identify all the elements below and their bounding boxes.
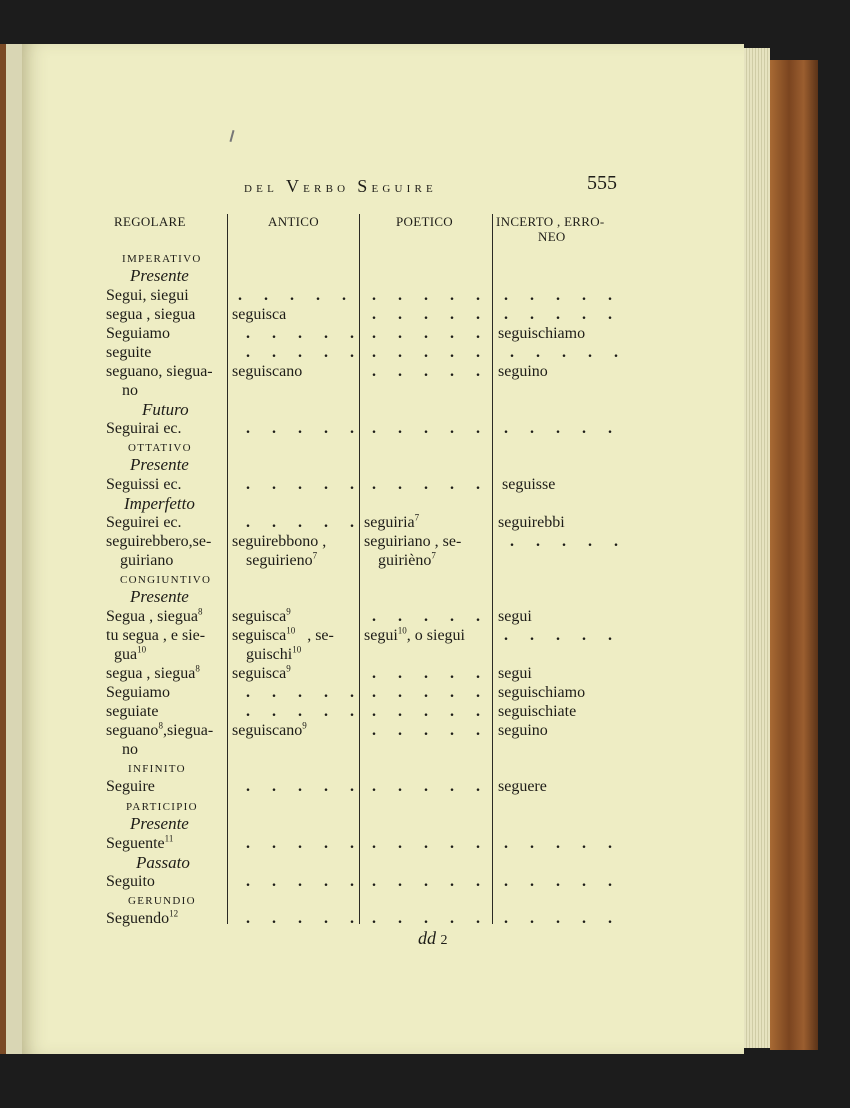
table-row: seguano$^8$,siegua- seguiscano$^9$ . . . . . seguino: [106, 720, 548, 739]
table-row: no: [122, 382, 138, 399]
tense-row: Presente: [130, 266, 189, 285]
tense-row: Futuro: [142, 400, 189, 419]
table-row: tu segua , e sie- seguisca$^{10}$ , se- segui$^{10}$, o siegui . . . . .: [106, 625, 621, 644]
table-row: seguite . . . . . . . . . . . . . . .: [106, 344, 627, 361]
tense-row: Imperfetto: [124, 494, 195, 513]
section-row: OTTATIVO: [128, 442, 192, 454]
table-row: seguirebbero,se- seguirebbono , seguiriano , se- . . . . .: [106, 533, 627, 550]
table-row: Seguito . . . . . . . . . . . . . . .: [106, 873, 621, 890]
table-row: Seguiamo . . . . . . . . . . seguischiamo: [106, 325, 586, 342]
ink-mark: [229, 130, 234, 142]
column-header: NEO: [538, 229, 566, 244]
table-row: Segui, siegui . . . . . . . . . . . . . . .: [106, 287, 621, 304]
section-row: IMPERATIVO: [122, 253, 202, 265]
tense-row: Passato: [136, 853, 190, 872]
table-header-row: [106, 229, 626, 248]
table-row: guiriano seguirieno$^7$ guirièno$^7$: [120, 550, 436, 569]
table-row: Seguendo$^{12}$ . . . . . . . . . . . . . . .: [106, 908, 621, 927]
tense-row: Presente: [130, 455, 189, 474]
section-row: GERUNDIO: [128, 895, 196, 907]
table-row: gua$^{10}$ guischi$^{10}$: [114, 644, 302, 663]
column-header: INCERTO , ERRO-: [496, 214, 605, 229]
running-title: del Verbo Seguire: [244, 176, 437, 196]
conjugation-table: [106, 210, 626, 934]
column-header: POETICO: [396, 214, 453, 229]
column-header: REGOLARE: [114, 214, 186, 229]
table-row: Seguiamo . . . . . . . . . . seguischiamo: [106, 684, 586, 701]
tense-row: Presente: [130, 814, 189, 833]
table-row: Seguissi ec. . . . . . . . . . . seguisse: [106, 476, 556, 493]
book-binding-edge: [0, 44, 6, 1054]
table-row: Seguirai ec. . . . . . . . . . . . . . . .: [106, 420, 621, 437]
column-header: ANTICO: [268, 214, 319, 229]
tense-row: Presente: [130, 587, 189, 606]
section-row: CONGIUNTIVO: [120, 574, 212, 586]
book-page: [22, 44, 744, 1054]
table-row: Seguire . . . . . . . . . . seguere: [106, 778, 547, 795]
table-row: seguano, siegua- seguiscano . . . . . seguino: [106, 363, 548, 380]
table-row: no: [122, 741, 138, 758]
table-row: Seguirei ec. . . . . . seguiria$^7$ seguirebbi: [106, 512, 565, 531]
section-row: INFINITO: [128, 763, 186, 775]
section-row: PARTICIPIO: [126, 801, 198, 813]
table-row: segua , siegua$^8$ seguisca$^9$ . . . . . segui: [106, 663, 532, 682]
page-number: 555: [587, 172, 617, 194]
table-row: Segua , siegua$^8$ seguisca$^9$ . . . . . segui: [106, 606, 532, 625]
page-header: [22, 172, 744, 196]
table-row: segua , siegua seguisca . . . . . . . . . .: [106, 306, 621, 323]
page-stack: [744, 48, 770, 1048]
table-row: Seguente$^{11}$ . . . . . . . . . . . . . . .: [106, 833, 621, 852]
book-spine: [770, 60, 818, 1050]
table-row: seguiate . . . . . . . . . . seguischiate: [106, 703, 577, 720]
signature-mark: dd 2: [418, 928, 448, 948]
